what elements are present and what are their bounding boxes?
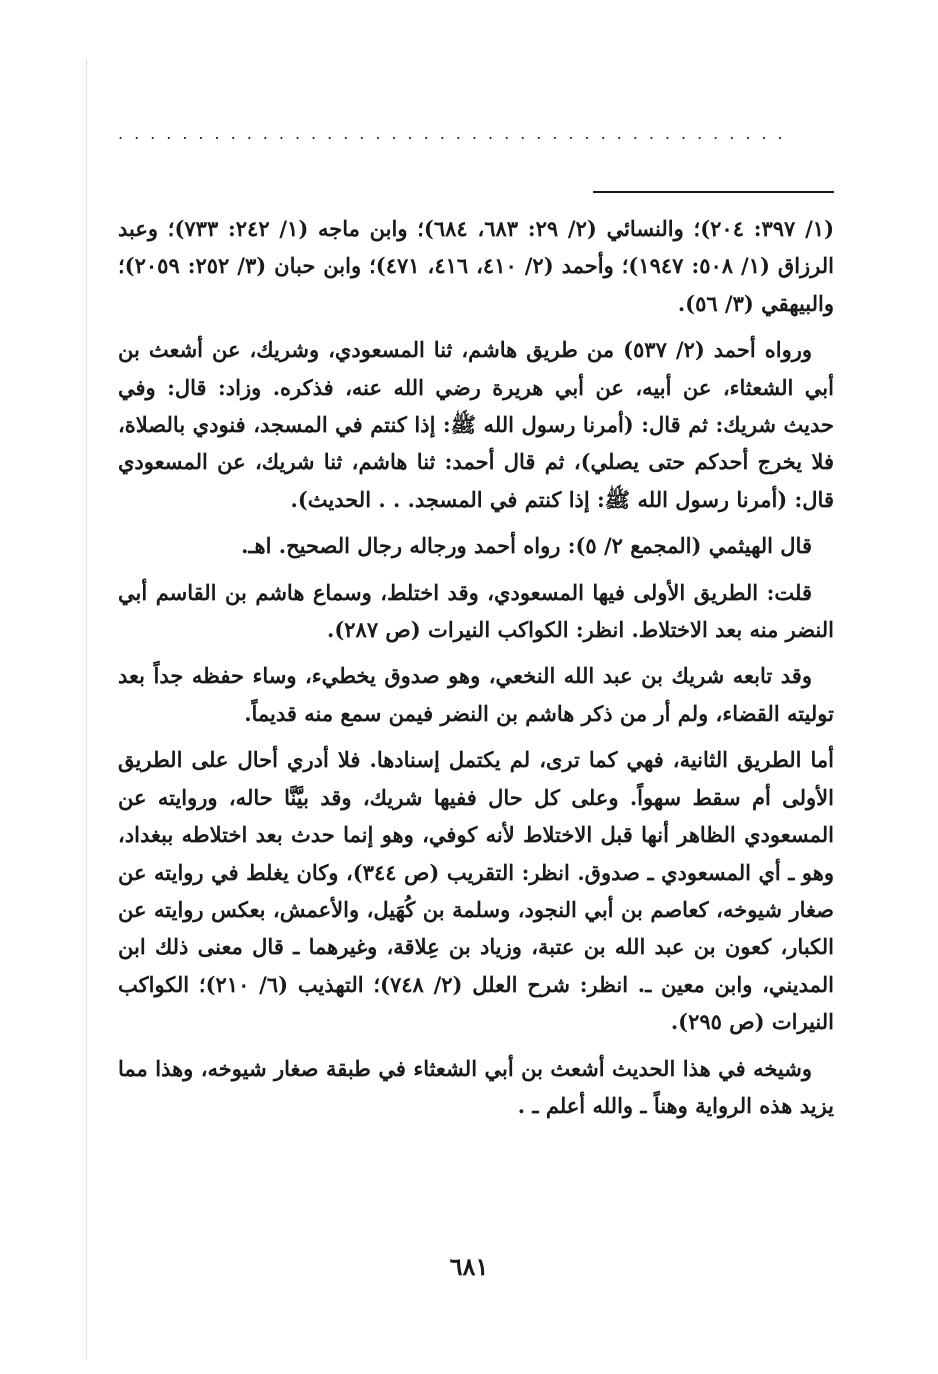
footnote-rule (593, 191, 834, 193)
second-route-paragraph: أما الطريق الثانية، فهي كما ترى، لم يكتمل إسنادها. فلا أدري أحال على الطريق الأولى أم سقط سهواً. وعلى كل حال ففيها شريك، وقد بيَّنَّا حاله، وروايته عن المسعودي الظاهر أنها قبل الاختلاط لأنه كوفي، وهو إنما حدث بعد اختلاطه ببغداد، وهو ـ أي المسعودي ـ صدوق. انظر: التقريب (ص ٣٤٤)، وكان يغلط في روايته عن صغار شيوخه، كعاصم بن أبي النجود، وسلمة بن كُهَيل، والأعمش، بعكس روايته عن الكبار، كعون بن عبد الله بن عتبة، وزياد بن عِلاقة، وغيرهما ـ قال معنى ذلك ابن المديني، وابن معين ـ. انظر: شرح العلل (٢/ ٧٤٨)؛ التهذيب (٦/ ٢١٠)؛ الكواكب النيرات (ص ٢٩٥). (118, 747, 834, 1035)
ahmad-narration-paragraph: ورواه أحمد (٢/ ٥٣٧) من طريق هاشم، ثنا المسعودي، وشريك، عن أشعث بن أبي الشعثاء، عن أبيه، عن أبي هريرة رضي الله عنه، فذكره. وزاد: قال: وفي حديث شريك: ثم قال: (أمرنا رسول الله ﷺ: إذا كنتم في المسجد، فنودي بالصلاة، فلا يخرج أحدكم حتى يصلي)، ثم قال أحمد: ثنا هاشم، ثنا شريك، عن المسعودي قال: (أمرنا رسول الله ﷺ: إذا كنتم في المسجد. . . الحديث). (118, 337, 834, 512)
haythami-paragraph: قال الهيثمي (المجمع ٢/ ٥): رواه أحمد ورجاله رجال الصحيح. اهـ. (241, 533, 812, 559)
page-number: ٦٨١ (449, 1252, 489, 1281)
footnote-text-block (118, 210, 834, 1133)
first-route-paragraph: قلت: الطريق الأولى فيها المسعودي، وقد اختلط، وسماع هاشم بن القاسم أبي النضر منه بعد الاختلاط. انظر: الكواكب النيرات (ص ٢٨٧). (118, 579, 834, 643)
page-gutter-line (86, 60, 87, 1360)
citation-paragraph: (١/ ٣٩٧: ٢٠٤)؛ والنسائي (٢/ ٢٩: ٦٨٣، ٦٨٤)؛ وابن ماجه (١/ ٢٤٢: ٧٣٣)؛ وعبد الرزاق (١/ ٥٠٨: ١٩٤٧)؛ وأحمد (٢/ ٤١٠، ٤١٦، ٤٧١)؛ وابن حبان (٣/ ٢٥٢: ٢٠٥٩)؛ والبيهقي (٣/ ٥٦). (118, 216, 834, 316)
dotted-separator: .......................................... (118, 125, 794, 143)
sharik-paragraph: وقد تابعه شريك بن عبد الله النخعي، وهو صدوق يخطيء، وساء حفظه جداً بعد توليته القضاء، ولم أر من ذكر هاشم بن النضر فيمن سمع منه قديماً. (118, 663, 834, 726)
conclusion-paragraph: وشيخه في هذا الحديث أشعث بن أبي الشعثاء في طبقة صغار شيوخه، وهذا مما يزيد هذه الرواية وهناً ـ والله أعلم ـ . (118, 1055, 834, 1118)
